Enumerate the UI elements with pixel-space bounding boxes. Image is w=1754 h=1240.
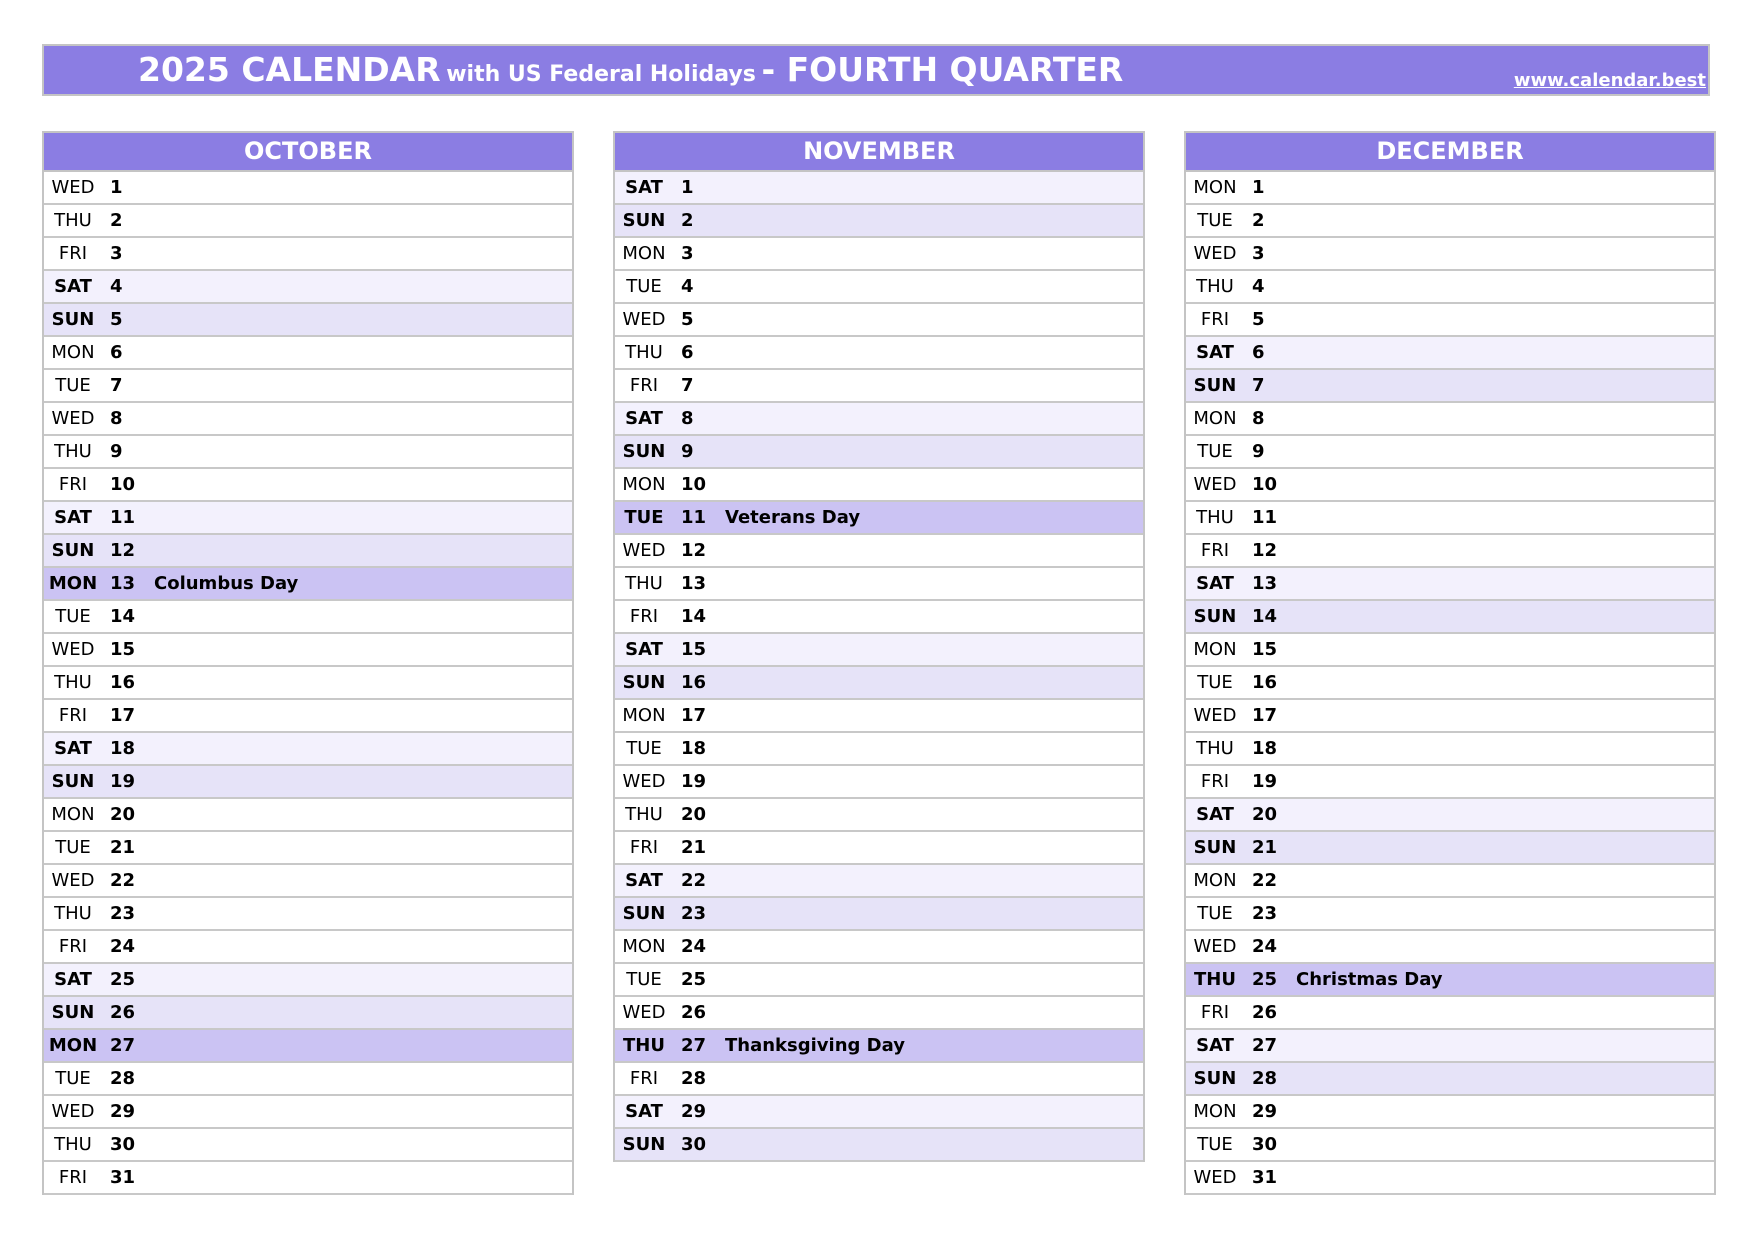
- day-number: 12: [110, 540, 136, 561]
- day-number: 9: [681, 441, 694, 462]
- day-row: [44, 898, 572, 931]
- day-row: [615, 469, 1143, 502]
- day-number: 9: [1252, 441, 1265, 462]
- day-row: [615, 832, 1143, 865]
- day-number: 30: [1252, 1134, 1278, 1155]
- day-row: [44, 535, 572, 568]
- day-row: [615, 964, 1143, 997]
- day-of-week: THU: [54, 210, 92, 231]
- day-number: 26: [681, 1002, 707, 1023]
- day-of-week: WED: [622, 309, 666, 330]
- day-of-week: FRI: [1200, 309, 1230, 330]
- day-row: [44, 733, 572, 766]
- day-number: 27: [681, 1035, 707, 1056]
- day-of-week: SAT: [625, 639, 663, 660]
- month-header: NOVEMBER: [613, 131, 1145, 172]
- day-of-week: WED: [622, 771, 666, 792]
- day-row: [615, 535, 1143, 568]
- day-row: [1186, 403, 1714, 436]
- day-row: [615, 304, 1143, 337]
- day-number: 1: [1252, 177, 1265, 198]
- day-of-week: SUN: [622, 903, 666, 924]
- day-number: 30: [681, 1134, 707, 1155]
- title-main: 2025 CALENDAR: [138, 50, 441, 89]
- day-number: 28: [681, 1068, 707, 1089]
- day-number: 27: [110, 1035, 136, 1056]
- day-row: [44, 1063, 572, 1096]
- day-number: 19: [681, 771, 707, 792]
- day-of-week: TUE: [55, 1068, 91, 1089]
- day-of-week: SUN: [1193, 375, 1237, 396]
- day-row: [615, 568, 1143, 601]
- day-row: [1186, 370, 1714, 403]
- day-of-week: MON: [51, 804, 95, 825]
- day-row: [1186, 1030, 1714, 1063]
- day-of-week: FRI: [629, 375, 659, 396]
- day-of-week: TUE: [55, 375, 91, 396]
- day-number: 3: [1252, 243, 1265, 264]
- day-number: 5: [110, 309, 123, 330]
- day-row: [615, 271, 1143, 304]
- day-of-week: SUN: [622, 1134, 666, 1155]
- day-of-week: SAT: [625, 870, 663, 891]
- day-of-week: WED: [1193, 243, 1237, 264]
- day-number: 29: [1252, 1101, 1278, 1122]
- day-number: 31: [1252, 1167, 1278, 1188]
- day-row: [1186, 733, 1714, 766]
- day-row: [44, 172, 572, 205]
- day-number: 7: [110, 375, 123, 396]
- day-number: 10: [1252, 474, 1278, 495]
- day-row: [44, 1129, 572, 1162]
- month-header: DECEMBER: [1184, 131, 1716, 172]
- day-of-week: WED: [51, 1101, 95, 1122]
- day-number: 29: [681, 1101, 707, 1122]
- website-link[interactable]: www.calendar.best: [1513, 70, 1706, 91]
- day-number: 6: [110, 342, 123, 363]
- day-number: 12: [1252, 540, 1278, 561]
- day-of-week: MON: [48, 573, 98, 594]
- day-number: 3: [681, 243, 694, 264]
- day-of-week: MON: [1193, 870, 1237, 891]
- day-row: [1186, 865, 1714, 898]
- day-of-week: FRI: [58, 936, 88, 957]
- day-number: 20: [681, 804, 707, 825]
- day-row: [1186, 172, 1714, 205]
- day-number: 13: [681, 573, 707, 594]
- day-row: [44, 502, 572, 535]
- day-row: [44, 1096, 572, 1129]
- day-number: 8: [1252, 408, 1265, 429]
- day-number: 15: [110, 639, 136, 660]
- day-number: 29: [110, 1101, 136, 1122]
- day-row: [1186, 634, 1714, 667]
- title-banner: [42, 44, 1710, 96]
- day-of-week: SAT: [1196, 342, 1234, 363]
- month-header: OCTOBER: [42, 131, 574, 172]
- day-of-week: SUN: [51, 771, 95, 792]
- day-row: [615, 436, 1143, 469]
- day-row: [615, 403, 1143, 436]
- day-row: [1186, 535, 1714, 568]
- day-of-week: THU: [54, 441, 92, 462]
- day-number: 16: [1252, 672, 1278, 693]
- day-of-week: TUE: [1197, 672, 1233, 693]
- day-row: [1186, 667, 1714, 700]
- day-row: [44, 700, 572, 733]
- day-number: 13: [110, 573, 136, 594]
- day-row: [1186, 469, 1714, 502]
- day-row: [1186, 568, 1714, 601]
- day-row: [44, 337, 572, 370]
- day-row: [1186, 931, 1714, 964]
- day-number: 23: [681, 903, 707, 924]
- day-number: 2: [110, 210, 123, 231]
- day-row: [1186, 238, 1714, 271]
- day-number: 26: [110, 1002, 136, 1023]
- day-number: 5: [681, 309, 694, 330]
- day-row: [615, 172, 1143, 205]
- month-december: [1184, 131, 1716, 1195]
- day-number: 2: [681, 210, 694, 231]
- day-row: [44, 271, 572, 304]
- day-row: [44, 403, 572, 436]
- day-of-week: SAT: [625, 408, 663, 429]
- day-number: 1: [681, 177, 694, 198]
- day-row: [1186, 436, 1714, 469]
- day-of-week: THU: [54, 903, 92, 924]
- day-row: [1186, 799, 1714, 832]
- day-of-week: MON: [48, 1035, 98, 1056]
- day-of-week: TUE: [626, 969, 662, 990]
- day-row: [615, 997, 1143, 1030]
- day-number: 2: [1252, 210, 1265, 231]
- day-row: [44, 370, 572, 403]
- day-of-week: SAT: [1196, 804, 1234, 825]
- day-number: 11: [110, 507, 136, 528]
- day-of-week: TUE: [1197, 210, 1233, 231]
- day-row: [44, 964, 572, 997]
- day-row: [615, 931, 1143, 964]
- day-number: 21: [1252, 837, 1278, 858]
- day-list: [42, 172, 574, 1195]
- day-number: 28: [1252, 1068, 1278, 1089]
- day-number: 16: [110, 672, 136, 693]
- day-of-week: TUE: [55, 837, 91, 858]
- day-number: 26: [1252, 1002, 1278, 1023]
- day-of-week: SUN: [51, 1002, 95, 1023]
- day-of-week: FRI: [58, 1167, 88, 1188]
- day-of-week: MON: [1193, 177, 1237, 198]
- day-of-week: WED: [1193, 1167, 1237, 1188]
- day-number: 4: [681, 276, 694, 297]
- day-of-week: SUN: [1193, 1068, 1237, 1089]
- day-number: 15: [681, 639, 707, 660]
- day-number: 22: [110, 870, 136, 891]
- month-november: [613, 131, 1145, 1162]
- holiday-row: [44, 568, 572, 601]
- day-row: [44, 997, 572, 1030]
- day-of-week: FRI: [629, 606, 659, 627]
- day-list: [613, 172, 1145, 1162]
- day-row: [1186, 601, 1714, 634]
- day-of-week: FRI: [629, 837, 659, 858]
- day-number: 25: [681, 969, 707, 990]
- day-row: [615, 601, 1143, 634]
- day-of-week: SUN: [622, 441, 666, 462]
- day-row: [44, 667, 572, 700]
- day-of-week: MON: [1193, 639, 1237, 660]
- day-row: [1186, 1096, 1714, 1129]
- day-of-week: WED: [1193, 474, 1237, 495]
- day-number: 21: [681, 837, 707, 858]
- day-number: 19: [110, 771, 136, 792]
- day-of-week: SAT: [54, 969, 92, 990]
- day-row: [1186, 766, 1714, 799]
- day-of-week: MON: [622, 705, 666, 726]
- day-of-week: WED: [622, 1002, 666, 1023]
- day-number: 10: [110, 474, 136, 495]
- day-of-week: SUN: [1193, 837, 1237, 858]
- day-number: 7: [1252, 375, 1265, 396]
- month-october: [42, 131, 574, 1195]
- day-of-week: MON: [1193, 1101, 1237, 1122]
- day-of-week: FRI: [58, 474, 88, 495]
- day-number: 5: [1252, 309, 1265, 330]
- day-of-week: SUN: [1193, 606, 1237, 627]
- day-number: 17: [110, 705, 136, 726]
- holiday-row: [615, 1030, 1143, 1063]
- holiday-name: Christmas Day: [1296, 969, 1443, 990]
- day-row: [615, 634, 1143, 667]
- day-number: 18: [681, 738, 707, 759]
- day-row: [1186, 205, 1714, 238]
- day-number: 24: [681, 936, 707, 957]
- day-number: 22: [681, 870, 707, 891]
- day-row: [615, 1063, 1143, 1096]
- day-of-week: FRI: [1200, 771, 1230, 792]
- day-number: 7: [681, 375, 694, 396]
- day-row: [615, 205, 1143, 238]
- day-number: 4: [1252, 276, 1265, 297]
- day-number: 20: [110, 804, 136, 825]
- day-of-week: THU: [1196, 276, 1234, 297]
- day-row: [44, 931, 572, 964]
- day-of-week: FRI: [1200, 540, 1230, 561]
- day-of-week: TUE: [626, 276, 662, 297]
- day-of-week: FRI: [629, 1068, 659, 1089]
- day-number: 23: [110, 903, 136, 924]
- day-number: 22: [1252, 870, 1278, 891]
- day-of-week: WED: [1193, 936, 1237, 957]
- day-row: [615, 238, 1143, 271]
- day-number: 28: [110, 1068, 136, 1089]
- day-row: [1186, 832, 1714, 865]
- title-quarter: - FOURTH QUARTER: [761, 50, 1124, 89]
- day-row: [615, 898, 1143, 931]
- day-row: [44, 634, 572, 667]
- day-of-week: SUN: [622, 210, 666, 231]
- day-row: [1186, 997, 1714, 1030]
- day-of-week: WED: [51, 639, 95, 660]
- day-row: [44, 799, 572, 832]
- day-of-week: FRI: [58, 705, 88, 726]
- day-row: [1186, 700, 1714, 733]
- day-number: 16: [681, 672, 707, 693]
- day-row: [1186, 898, 1714, 931]
- day-row: [44, 865, 572, 898]
- day-row: [44, 601, 572, 634]
- day-number: 31: [110, 1167, 136, 1188]
- day-row: [1186, 337, 1714, 370]
- title-sub: with US Federal Holidays: [446, 62, 756, 87]
- day-of-week: TUE: [1197, 441, 1233, 462]
- day-row: [615, 766, 1143, 799]
- day-number: 14: [110, 606, 136, 627]
- day-of-week: MON: [622, 243, 666, 264]
- day-of-week: THU: [625, 573, 663, 594]
- day-of-week: SUN: [51, 540, 95, 561]
- day-row: [615, 733, 1143, 766]
- day-number: 21: [110, 837, 136, 858]
- day-of-week: WED: [622, 540, 666, 561]
- day-row: [1186, 271, 1714, 304]
- day-of-week: THU: [1194, 969, 1236, 990]
- day-number: 18: [110, 738, 136, 759]
- holiday-name: Columbus Day: [154, 573, 299, 594]
- day-of-week: WED: [1193, 705, 1237, 726]
- day-row: [44, 832, 572, 865]
- day-of-week: SUN: [622, 672, 666, 693]
- day-row: [44, 304, 572, 337]
- day-number: 18: [1252, 738, 1278, 759]
- day-number: 6: [681, 342, 694, 363]
- day-number: 11: [681, 507, 707, 528]
- day-number: 15: [1252, 639, 1278, 660]
- day-number: 13: [1252, 573, 1278, 594]
- day-of-week: SAT: [54, 276, 92, 297]
- day-number: 3: [110, 243, 123, 264]
- day-number: 4: [110, 276, 123, 297]
- day-row: [615, 1096, 1143, 1129]
- day-row: [44, 766, 572, 799]
- day-row: [44, 1030, 572, 1063]
- day-of-week: SAT: [1196, 1035, 1234, 1056]
- day-of-week: WED: [51, 408, 95, 429]
- day-row: [615, 370, 1143, 403]
- day-row: [615, 700, 1143, 733]
- day-row: [1186, 1063, 1714, 1096]
- day-row: [44, 205, 572, 238]
- day-number: 20: [1252, 804, 1278, 825]
- day-of-week: FRI: [1200, 1002, 1230, 1023]
- day-of-week: WED: [51, 177, 95, 198]
- day-of-week: SAT: [54, 738, 92, 759]
- day-number: 10: [681, 474, 707, 495]
- day-of-week: SAT: [1196, 573, 1234, 594]
- day-of-week: SUN: [51, 309, 95, 330]
- day-of-week: TUE: [624, 507, 664, 528]
- day-of-week: MON: [51, 342, 95, 363]
- day-row: [1186, 1162, 1714, 1195]
- day-number: 1: [110, 177, 123, 198]
- day-row: [1186, 502, 1714, 535]
- day-of-week: THU: [54, 672, 92, 693]
- day-of-week: THU: [625, 804, 663, 825]
- day-row: [44, 436, 572, 469]
- day-list: [1184, 172, 1716, 1195]
- day-row: [615, 865, 1143, 898]
- page-title: [138, 52, 1123, 94]
- day-row: [615, 799, 1143, 832]
- day-row: [44, 469, 572, 502]
- day-of-week: MON: [622, 474, 666, 495]
- day-of-week: THU: [1196, 738, 1234, 759]
- day-number: 12: [681, 540, 707, 561]
- day-number: 9: [110, 441, 123, 462]
- day-number: 24: [110, 936, 136, 957]
- day-of-week: MON: [622, 936, 666, 957]
- day-of-week: SAT: [625, 1101, 663, 1122]
- day-row: [44, 1162, 572, 1195]
- day-of-week: WED: [51, 870, 95, 891]
- day-number: 11: [1252, 507, 1278, 528]
- day-number: 24: [1252, 936, 1278, 957]
- day-number: 14: [681, 606, 707, 627]
- day-number: 25: [110, 969, 136, 990]
- day-of-week: MON: [1193, 408, 1237, 429]
- day-row: [1186, 304, 1714, 337]
- day-of-week: THU: [54, 1134, 92, 1155]
- day-number: 23: [1252, 903, 1278, 924]
- day-number: 19: [1252, 771, 1278, 792]
- day-row: [44, 238, 572, 271]
- day-of-week: THU: [625, 342, 663, 363]
- day-number: 17: [681, 705, 707, 726]
- day-of-week: THU: [623, 1035, 665, 1056]
- holiday-name: Veterans Day: [725, 507, 861, 528]
- holiday-name: Thanksgiving Day: [725, 1035, 905, 1056]
- day-number: 27: [1252, 1035, 1278, 1056]
- day-number: 30: [110, 1134, 136, 1155]
- day-number: 17: [1252, 705, 1278, 726]
- holiday-row: [615, 502, 1143, 535]
- day-row: [615, 1129, 1143, 1162]
- day-number: 8: [110, 408, 123, 429]
- day-number: 6: [1252, 342, 1265, 363]
- day-number: 8: [681, 408, 694, 429]
- day-row: [615, 667, 1143, 700]
- holiday-row: [1186, 964, 1714, 997]
- day-of-week: FRI: [58, 243, 88, 264]
- day-of-week: TUE: [626, 738, 662, 759]
- day-of-week: SAT: [625, 177, 663, 198]
- day-number: 14: [1252, 606, 1278, 627]
- day-number: 25: [1252, 969, 1278, 990]
- day-of-week: SAT: [54, 507, 92, 528]
- day-row: [1186, 1129, 1714, 1162]
- day-of-week: TUE: [55, 606, 91, 627]
- day-of-week: TUE: [1197, 1134, 1233, 1155]
- day-row: [615, 337, 1143, 370]
- day-of-week: THU: [1196, 507, 1234, 528]
- day-of-week: TUE: [1197, 903, 1233, 924]
